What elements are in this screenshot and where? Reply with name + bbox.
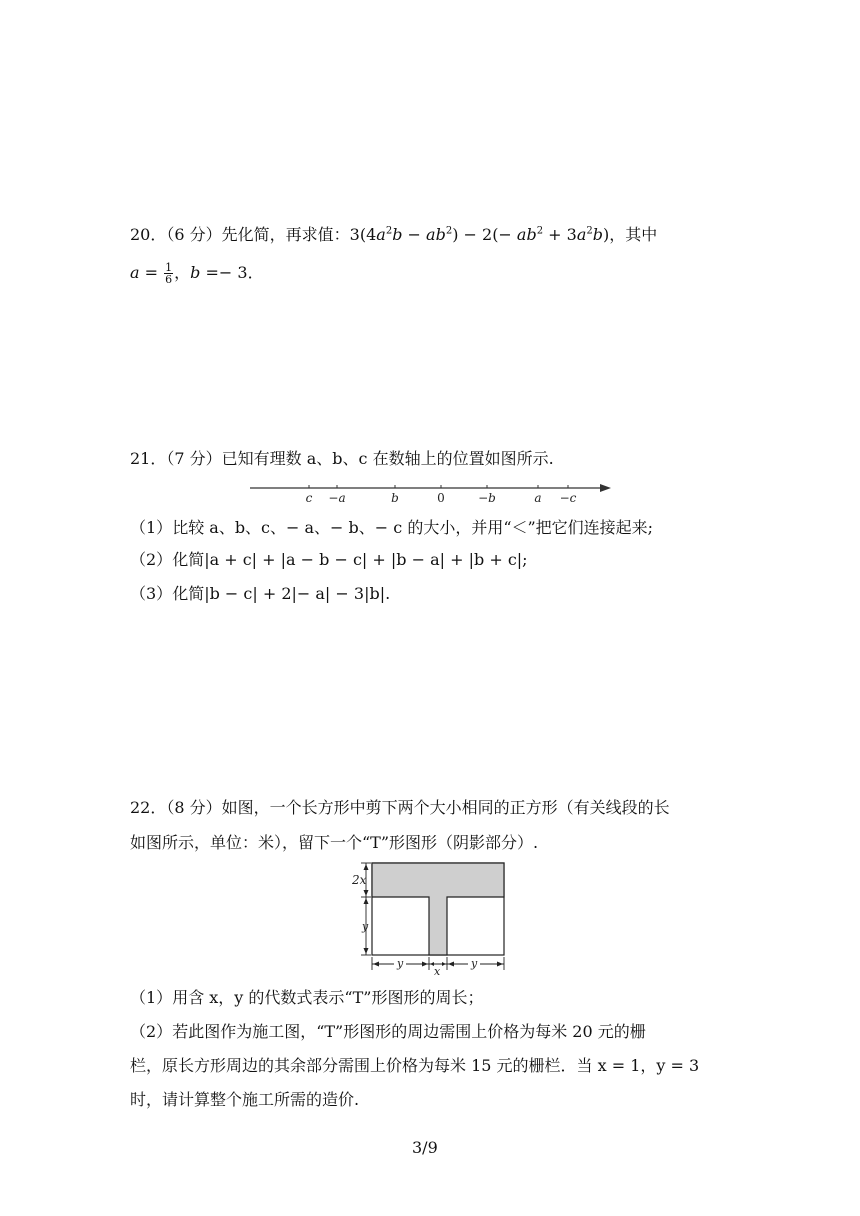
q22-stem-line1 bbox=[130, 798, 670, 818]
q20-line1 bbox=[130, 225, 657, 245]
q21-part-1-text: 比较 a、b、c、− a、− b、− c 的大小，并用“＜”把它们连接起来; bbox=[172, 518, 654, 537]
q22-stem-2: 如图所示，单位：米），留下一个“T”形图形（阴影部分）. bbox=[130, 833, 539, 852]
label-left-y: y bbox=[362, 920, 369, 933]
number-line-label: a bbox=[534, 491, 542, 505]
number-line-figure bbox=[245, 478, 615, 508]
q21-part-1-label: （1） bbox=[130, 518, 173, 537]
t-shape-figure bbox=[348, 858, 510, 978]
q22-part-2-line1 bbox=[130, 1022, 646, 1042]
q21-score: （7 分） bbox=[166, 449, 222, 468]
number-line-label: −b bbox=[478, 491, 496, 505]
q22-part-2-line2 bbox=[130, 1056, 699, 1076]
q22-part-2-label: （2） bbox=[130, 1022, 173, 1041]
number-line-label: −c bbox=[559, 491, 577, 505]
q22-stem-line2 bbox=[130, 833, 538, 853]
q21-part-2-text: 化简|a + c| + |a − b − c| + |b − a| + |b + c|; bbox=[172, 550, 528, 569]
label-bottom-x: x bbox=[434, 965, 441, 978]
number-line-label: c bbox=[305, 491, 313, 505]
q20-after-expr: ，其中 bbox=[609, 225, 658, 244]
number-line-label: −a bbox=[328, 491, 346, 505]
q21-part-3-text: 化简|b − c| + 2|− a| − 3|b|. bbox=[172, 584, 391, 603]
q22-part-2-text-3: 时，请计算整个施工所需的造价. bbox=[130, 1090, 360, 1109]
number-line-label: 0 bbox=[437, 491, 445, 505]
q20-cond-suffix: ． bbox=[247, 263, 264, 282]
q20-stem: 先化简，再求值： bbox=[221, 225, 350, 244]
q21-part-1 bbox=[130, 518, 653, 538]
q20-number: 20． bbox=[130, 225, 167, 244]
q21-part-2-label: （2） bbox=[130, 550, 173, 569]
q20-line2 bbox=[130, 261, 264, 285]
q22-number: 22． bbox=[130, 798, 167, 817]
page-number: 3/9 bbox=[412, 1138, 438, 1157]
q22-stem-1: 如图，一个长方形中剪下两个大小相同的正方形（有关线段的长 bbox=[221, 798, 670, 817]
q21-number: 21． bbox=[130, 449, 167, 468]
q22-part-1-text: 用含 x，y 的代数式表示“T”形图形的周长； bbox=[172, 988, 484, 1007]
label-2x: 2x bbox=[352, 873, 367, 887]
q22-part-1-label: （1） bbox=[130, 988, 173, 1007]
q20-score: （6 分） bbox=[166, 225, 222, 244]
q22-part-2-text-2: 栏，原长方形周边的其余部分需围上价格为每米 15 元的栅栏．当 x = 1，y = 3 bbox=[130, 1056, 700, 1075]
number-line-arrow bbox=[600, 484, 611, 492]
q22-part-1 bbox=[130, 988, 483, 1008]
q21-part-3 bbox=[130, 584, 390, 604]
q20-condition: a = $\frac{1}{6}$ ，b =− 3 bbox=[130, 261, 248, 286]
q21-stem: 已知有理数 a、b、c 在数轴上的位置如图所示. bbox=[221, 449, 554, 468]
q22-part-2-text-1: 若此图作为施工图，“T”形图形的周边需围上价格为每米 20 元的栅 bbox=[172, 1022, 646, 1041]
label-bottom-y-right: y bbox=[471, 957, 478, 970]
q22-score: （8 分） bbox=[166, 798, 222, 817]
q21-stem-line bbox=[130, 449, 554, 469]
q22-part-2-line3 bbox=[130, 1090, 359, 1110]
q20-expression: $3(4a^2b - ab^2) - 2(- ab^2 + 3a^2b)$ bbox=[349, 225, 610, 244]
label-bottom-y-left: y bbox=[397, 957, 404, 970]
q21-part-2 bbox=[130, 550, 528, 570]
number-line-label: b bbox=[391, 491, 399, 505]
q21-part-3-label: （3） bbox=[130, 584, 173, 603]
